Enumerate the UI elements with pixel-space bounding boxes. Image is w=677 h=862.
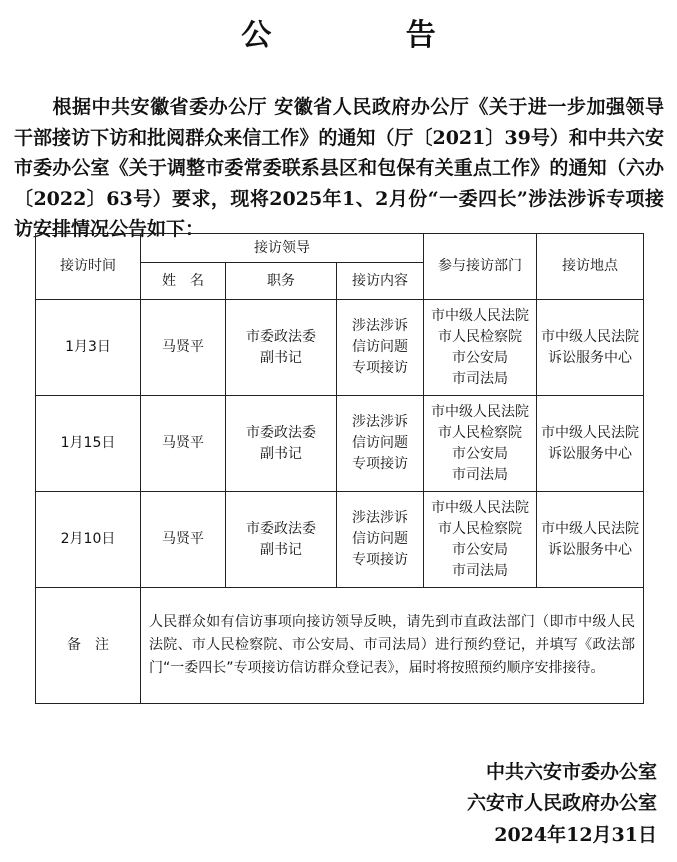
table-row: [36, 492, 644, 588]
row-position: 市委政法委 副书记: [226, 396, 337, 492]
row-date: 1月3日: [36, 300, 141, 396]
header-name: 姓 名: [141, 263, 226, 300]
row-position: 市委政法委 副书记: [226, 300, 337, 396]
notice-title: 公 告: [241, 18, 498, 53]
header-location: 接访地点: [537, 234, 644, 300]
intro-text-tail: 2025年1、2月份“一委四长”涉法涉诉专项接访安排情况公告如下：: [14, 187, 665, 240]
issuer-party-office: 中共六安市委办公室: [485, 761, 657, 783]
header-content: 接访内容: [337, 263, 424, 300]
row-content: 涉法涉诉 信访问题 专项接访: [337, 300, 424, 396]
header-position: 职务: [226, 263, 337, 300]
schedule-table: [35, 233, 644, 704]
intro-paragraph: [14, 92, 664, 245]
issue-date: 2024年12月31日: [494, 824, 657, 846]
row-name: 马贤平: [141, 396, 226, 492]
row-date: 1月15日: [36, 396, 141, 492]
row-location: 市中级人民法院 诉讼服务中心: [537, 492, 644, 588]
row-departments: 市中级人民法院 市人民检察院 市公安局 市司法局: [424, 300, 537, 396]
row-name: 马贤平: [141, 300, 226, 396]
table-row: [36, 300, 644, 396]
header-time: 接访时间: [36, 234, 141, 300]
row-name: 马贤平: [141, 492, 226, 588]
note-row: [36, 588, 644, 704]
row-content: 涉法涉诉 信访问题 专项接访: [337, 396, 424, 492]
row-content: 涉法涉诉 信访问题 专项接访: [337, 492, 424, 588]
table-row: [36, 396, 644, 492]
row-date: 2月10日: [36, 492, 141, 588]
row-location: 市中级人民法院 诉讼服务中心: [537, 396, 644, 492]
issuer-government-office: 六安市人民政府办公室: [466, 792, 657, 814]
row-location: 市中级人民法院 诉讼服务中心: [537, 300, 644, 396]
header-departments: 参与接访部门: [424, 234, 537, 300]
row-position: 市委政法委 副书记: [226, 492, 337, 588]
header-leader-group: 接访领导: [141, 234, 424, 263]
note-label: 备 注: [36, 588, 141, 704]
intro-text-main: 根据中共安徽省委办公厅 安徽省人民政府办公厅《关于进一步加强领导干部接访下访和批阅群众来信工作》的通知（厅〔2021〕39号）和中共六安市委办公室《关于调整市委常委联系县区和包保有关重点工作》的通知（六办〔2022〕63号）要求，现将: [14, 96, 664, 210]
note-text: 人民群众如有信访事项向接访领导反映，请先到市直政法部门（即市中级人民法院、市人民检察院、市公安局、市司法局）进行预约登记，并填写《政法部门“一委四长”专项接访信访群众登记表》，届时将按照预约顺序安排接待。: [141, 588, 644, 704]
row-departments: 市中级人民法院 市人民检察院 市公安局 市司法局: [424, 396, 537, 492]
row-departments: 市中级人民法院 市人民检察院 市公安局 市司法局: [424, 492, 537, 588]
